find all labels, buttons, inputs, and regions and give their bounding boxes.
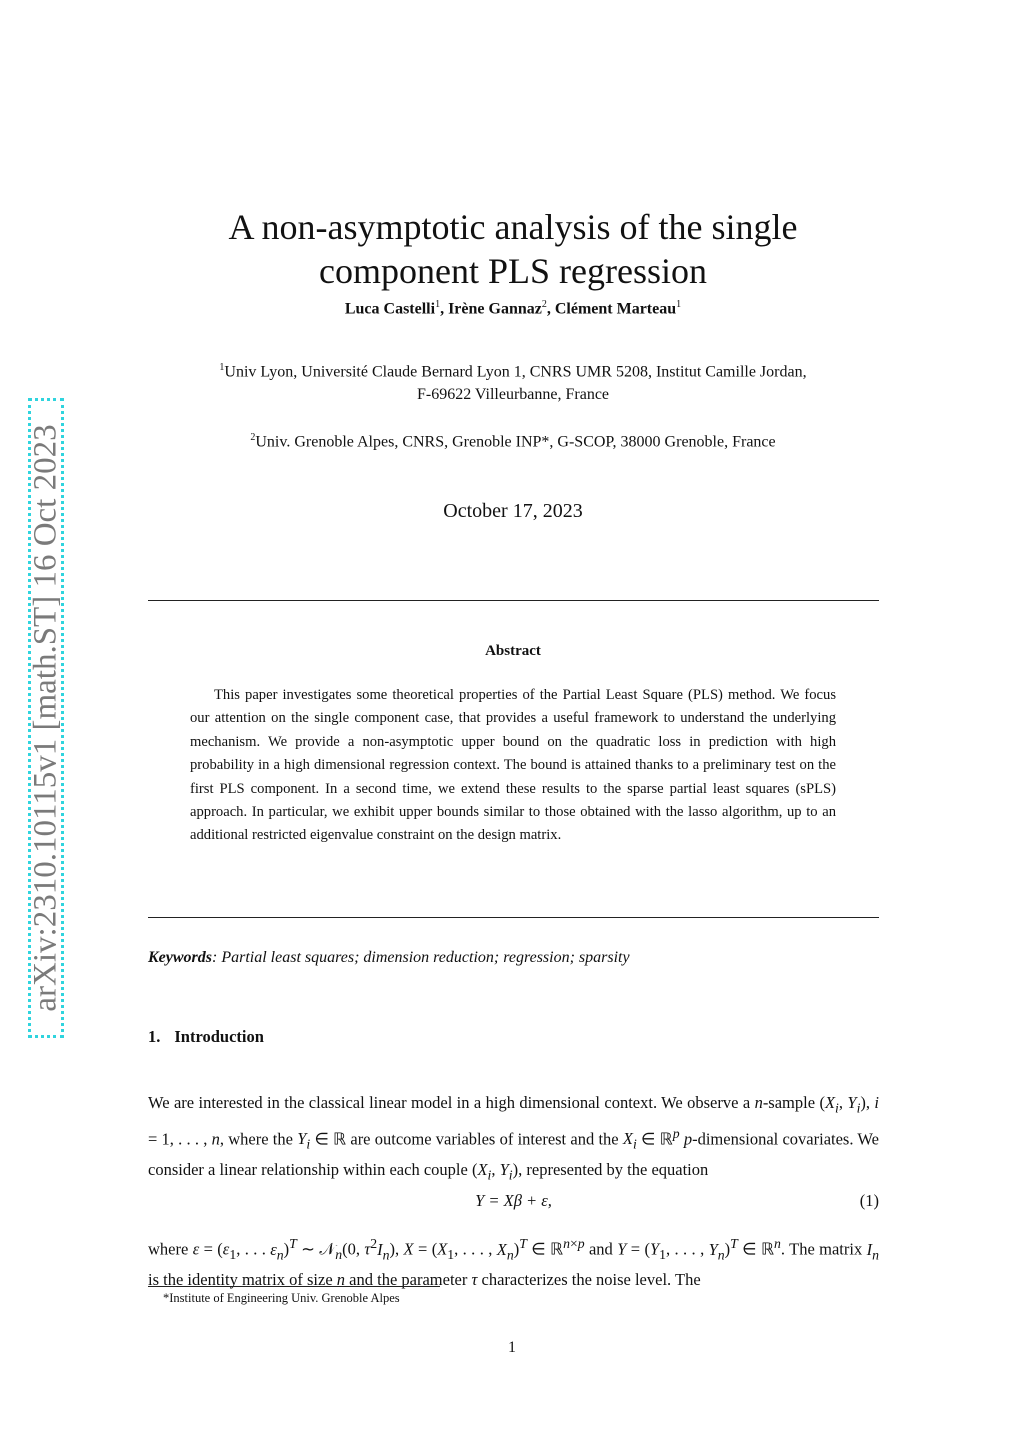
author-sep-1: , (440, 300, 449, 318)
section-heading-introduction (148, 1027, 264, 1047)
author-sep-2: , (546, 300, 555, 318)
section-title: Introduction (174, 1027, 264, 1046)
intro-p1-text-a: We are interested in the classical linear model in a high dimensional context. We observe a (148, 1093, 755, 1112)
affiliation-2-marker: 2 (250, 432, 256, 443)
intro-p2-text-d: is the identity matrix of size (148, 1270, 337, 1290)
footnote-rule (148, 1286, 440, 1287)
abstract-text: This paper investigates some theoretical properties of the Partial Least Square (PLS) method. We focus our attention on the single component case, that provides a useful framework to understand the underlying mechanism. We provide a non-asymptotic upper bound on the quadratic loss in prediction with high probability in a high dimensional regression context. The bound is attained thanks to a preliminary test on the first PLS component. In a second time, we extend these results to the sparse partial least squares (sPLS) approach. In particular, we exhibit upper bounds similar to those obtained with the lasso algorithm, up to an additional restricted eigenvalue constraint on the design matrix. (190, 687, 836, 844)
author-2: Irène Gannaz (448, 300, 542, 318)
abstract-top-rule (148, 600, 879, 601)
author-3-affil: 1 (676, 299, 682, 310)
intro-p1-text-e: -dimensional covariates. We consider a linear relationship within each couple (148, 1129, 879, 1179)
intro-p1-text-c: , where the (219, 1129, 298, 1149)
intro-p2-text-f: characterizes the noise level. The (477, 1270, 701, 1290)
keywords-label: Keywords (148, 949, 212, 966)
author-3: Clément Marteau (554, 300, 677, 318)
intro-p1-text-d: are outcome variables of interest and the (346, 1129, 623, 1149)
paper-title (148, 205, 878, 293)
intro-p2-text-b: and (584, 1239, 618, 1259)
abstract-heading: Abstract (485, 643, 541, 659)
affiliation-1-marker: 1 (219, 362, 225, 373)
publication-date: October 17, 2023 (443, 500, 583, 522)
title-line-2: component PLS regression (319, 251, 707, 291)
author-list (148, 299, 878, 318)
keywords-text: : Partial least squares; dimension reduction; regression; sparsity (212, 949, 630, 966)
intro-p2-text-a: where (148, 1239, 193, 1259)
intro-p2-text-e: and the parameter (345, 1270, 472, 1290)
section-number: 1. (148, 1027, 161, 1046)
author-1-affil: 1 (435, 299, 441, 310)
affiliation-1 (148, 356, 878, 406)
arxiv-identifier: arXiv:2310.10115v1 [math.ST] 16 Oct 2023 (27, 424, 64, 1012)
abstract-bottom-rule (148, 917, 879, 918)
affiliation-2 (148, 426, 878, 453)
keywords (148, 949, 630, 967)
page-number: 1 (508, 1339, 516, 1356)
affiliation-1-line-2: F-69622 Villeurbanne, France (416, 386, 610, 404)
affiliation-1-line-1: Univ Lyon, Université Claude Bernard Lyon 1, CNRS UMR 5208, Institut Camille Jordan, (224, 363, 807, 381)
equation-1-body: Y = Xβ + ε, (475, 1191, 552, 1210)
intro-p1-text-b: -sample (762, 1093, 820, 1112)
author-1: Luca Castelli (344, 300, 436, 318)
footnote: *Institute of Engineering Univ. Grenoble Alpes (163, 1291, 400, 1305)
intro-p1-text-f: , represented by the equation (518, 1159, 709, 1179)
intro-paragraph-1: We are interested in the classical linear model in a high dimensional context. We observe a n-sample ($X_i$, $Y_i$), i = 1, . . . , n, where the $Y_i$ ∈ ℝ are outcome variables of interest and the $X_i$ ∈ ℝ$^p$ p-dimensional covariates. We consider a linear relationship within each couple ($X_i$, $Y_i$), represented by the equation (148, 1093, 880, 1182)
equation-1-number: (1) (859, 1191, 879, 1210)
affiliation-2-text: Univ. Grenoble Alpes, CNRS, Grenoble INP*, G-SCOP, 38000 Grenoble, France (255, 433, 776, 451)
title-line-1: A non-asymptotic analysis of the single (228, 207, 798, 247)
intro-p2-text-c: The matrix (789, 1239, 867, 1259)
author-2-affil: 2 (541, 299, 547, 310)
intro-paragraph-2: where $\varepsilon = (\varepsilon_1$, . . . $\varepsilon_n)^T$ ∼ 𝒩$_n$(0, $\tau^2I_n$), $X = (X_1$, . . . , $X_n)^T$ ∈ ℝ$^{n\times p}$ and $Y = (Y_1$, . . . , $Y_n)^T$ ∈ ℝ$^n$. The matrix $I_n$ is the identity matrix of size n and the parameter τ characterizes the noise level. The (148, 1236, 879, 1290)
